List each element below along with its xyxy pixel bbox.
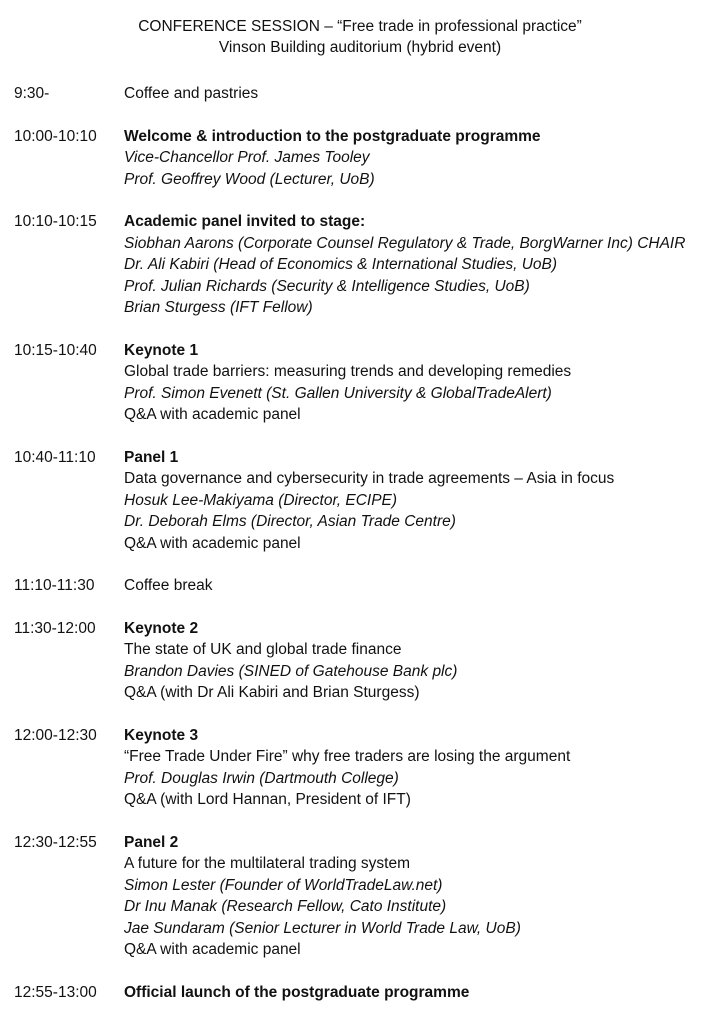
schedule-session xyxy=(14,575,714,597)
session-heading: Academic panel invited to stage: xyxy=(124,213,366,230)
session-heading: Welcome & introduction to the postgraduate programme xyxy=(124,127,541,145)
speaker-line: Dr. Ali Kabiri (Head of Economics & International Studies, UoB) xyxy=(124,256,558,273)
session-line: “Free Trade Under Fire” why free traders are losing the argument xyxy=(124,748,571,765)
session-heading: Official launch of the postgraduate programme xyxy=(124,983,470,1001)
speaker-line: Hosuk Lee-Makiyama (Director, ECIPE) xyxy=(124,491,398,509)
session-details xyxy=(124,83,714,105)
schedule-session xyxy=(14,83,714,105)
speaker-line: Siobhan Aarons (Corporate Counsel Regulatory & Trade, BorgWarner Inc) CHAIR xyxy=(124,234,686,252)
schedule-session xyxy=(14,982,714,1004)
schedule-session xyxy=(14,447,714,555)
session-time: 10:00-10:10 xyxy=(14,127,97,145)
session-details xyxy=(124,618,714,704)
session-line: Q&A with academic panel xyxy=(124,534,301,552)
session-line: Q&A with academic panel xyxy=(124,941,301,958)
session-time: 9:30- xyxy=(14,85,50,102)
speaker-line: Prof. Douglas Irwin (Dartmouth College) xyxy=(124,769,399,787)
session-details xyxy=(124,982,714,1004)
session-heading: Keynote 3 xyxy=(124,726,199,744)
session-heading: Panel 2 xyxy=(124,833,179,851)
speaker-line: Prof. Simon Evenett (St. Gallen University & GlobalTradeAlert) xyxy=(124,384,552,402)
session-line: Data governance and cybersecurity in trade agreements – Asia in focus xyxy=(124,470,615,487)
session-time: 11:30-12:00 xyxy=(14,619,96,637)
session-line: Coffee and pastries xyxy=(124,85,259,102)
schedule-session xyxy=(14,126,714,191)
speaker-line: Prof. Geoffrey Wood (Lecturer, UoB) xyxy=(124,170,375,188)
session-line: Q&A (with Lord Hannan, President of IFT) xyxy=(124,791,411,808)
session-line: The state of UK and global trade finance xyxy=(124,641,402,658)
speaker-line: Brian Sturgess (IFT Fellow) xyxy=(124,299,313,316)
session-time: 12:55-13:00 xyxy=(14,983,97,1001)
session-time: 10:15-10:40 xyxy=(14,341,97,359)
venue-subtitle: Vinson Building auditorium (hybrid event) xyxy=(218,39,502,56)
session-time: 10:40-11:10 xyxy=(14,448,96,466)
speaker-line: Vice-Chancellor Prof. James Tooley xyxy=(124,149,370,166)
session-heading: Panel 1 xyxy=(124,448,179,466)
schedule-session xyxy=(14,211,714,319)
schedule-session xyxy=(14,725,714,811)
session-line: A future for the multilateral trading system xyxy=(124,855,411,872)
session-line: Q&A with academic panel xyxy=(124,406,301,423)
session-line: Global trade barriers: measuring trends and developing remedies xyxy=(124,363,572,380)
session-heading: Keynote 2 xyxy=(124,619,199,637)
session-details xyxy=(124,126,714,191)
schedule-session xyxy=(14,618,714,704)
session-time: 12:30-12:55 xyxy=(14,833,97,851)
session-time: 12:00-12:30 xyxy=(14,726,97,744)
schedule-session xyxy=(14,340,714,426)
schedule xyxy=(14,83,714,1024)
session-time: 11:10-11:30 xyxy=(14,577,95,594)
session-line: Q&A (with Dr Ali Kabiri and Brian Sturgess) xyxy=(124,684,420,701)
document-header xyxy=(0,16,720,58)
session-heading: Keynote 1 xyxy=(124,341,199,359)
conference-title: CONFERENCE SESSION – “Free trade in professional practice” xyxy=(138,18,582,35)
session-line: Coffee break xyxy=(124,577,213,594)
speaker-line: Prof. Julian Richards (Security & Intelligence Studies, UoB) xyxy=(124,277,530,295)
speaker-line: Brandon Davies (SINED of Gatehouse Bank plc) xyxy=(124,662,458,680)
speaker-line: Simon Lester (Founder of WorldTradeLaw.net) xyxy=(124,876,443,894)
session-time: 10:10-10:15 xyxy=(14,213,97,230)
schedule-session xyxy=(14,832,714,961)
session-details xyxy=(124,832,714,961)
speaker-line: Jae Sundaram (Senior Lecturer in World Trade Law, UoB) xyxy=(124,919,521,937)
speaker-line: Dr Inu Manak (Research Fellow, Cato Institute) xyxy=(124,898,447,915)
speaker-line: Dr. Deborah Elms (Director, Asian Trade Centre) xyxy=(124,513,456,530)
session-details xyxy=(124,340,714,426)
session-details xyxy=(124,575,714,597)
session-details xyxy=(124,447,714,555)
session-details xyxy=(124,725,714,811)
session-details xyxy=(124,211,714,319)
